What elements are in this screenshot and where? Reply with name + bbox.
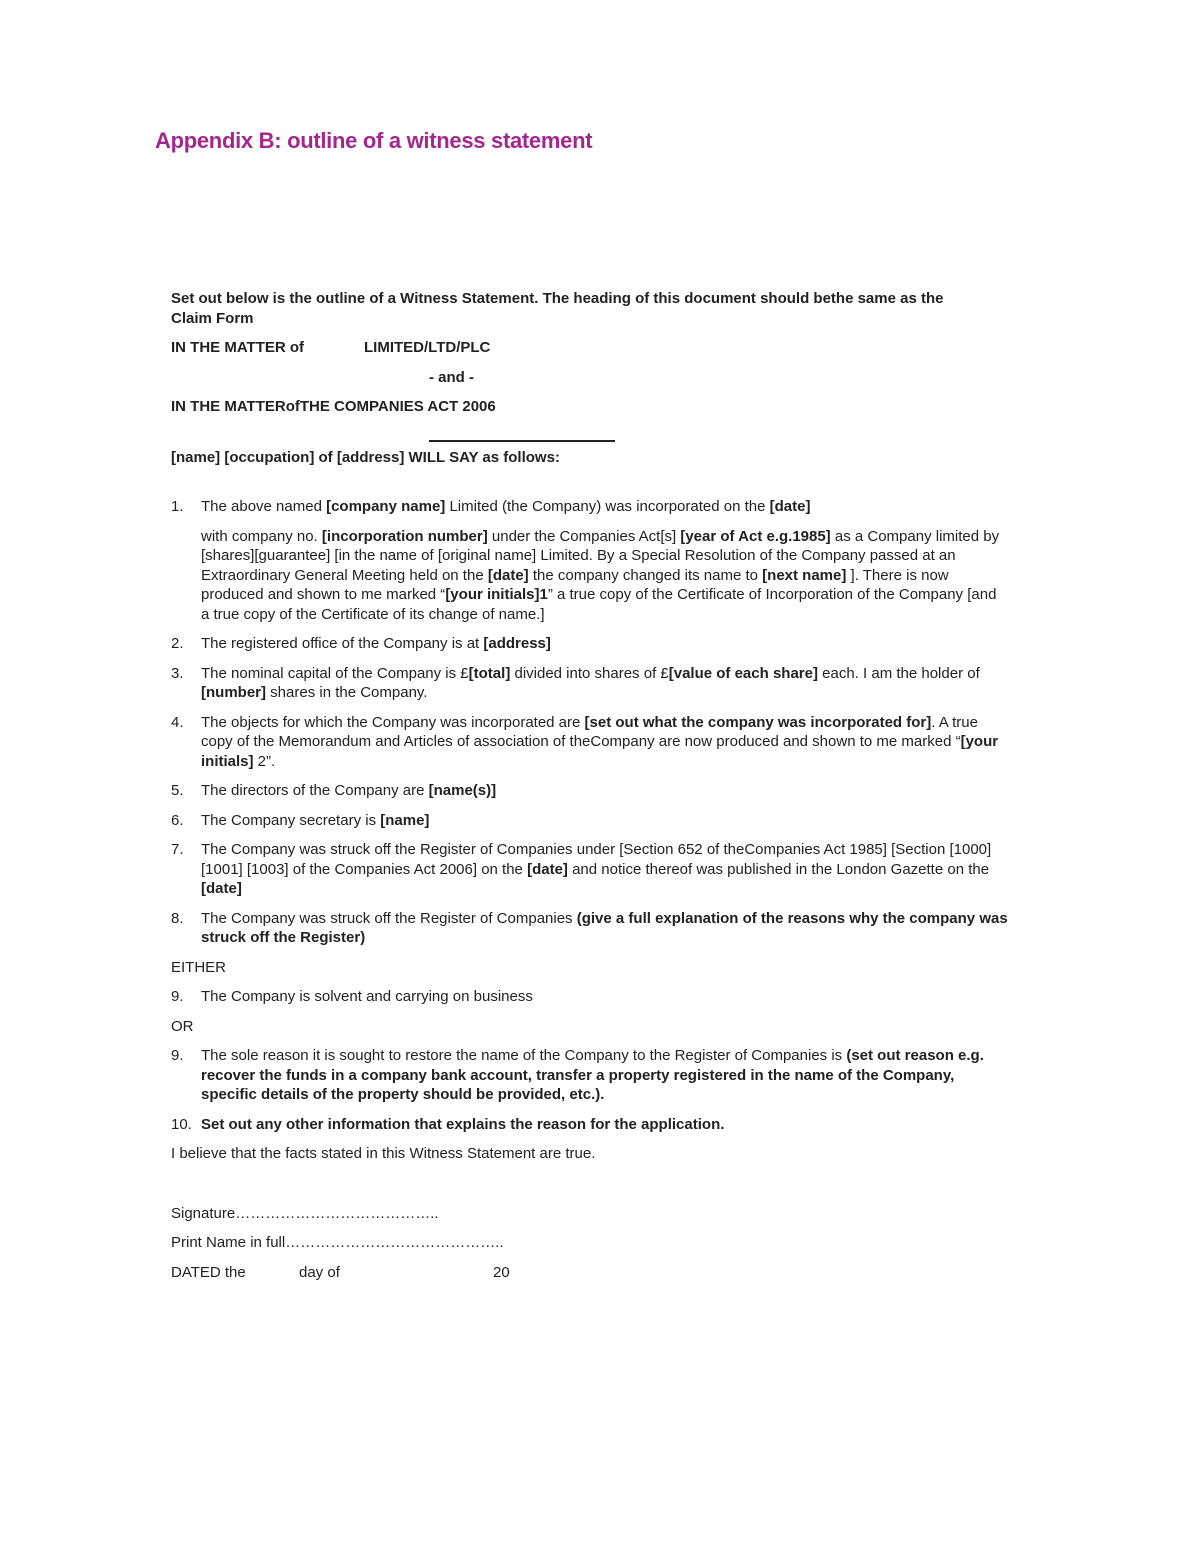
dated-label: DATED the [171,1263,246,1281]
or-label: OR [171,1017,194,1035]
list-item-5 [171,781,1011,801]
day-of-label: day of [299,1263,340,1281]
list-item-4 [171,713,1011,772]
item-text: The directors of the Company are [name(s)] [201,782,497,799]
intro-text: Set out below is the outline of a Witness Statement. The heading of this document should bethe same as the Claim Form [171,290,944,327]
item-number: 3. [171,664,184,682]
list-item-9b [171,1046,1011,1105]
signature-line: Signature………………………………….. [171,1204,439,1222]
matter-company-type: LIMITED/LTD/PLC [364,339,491,356]
matter-label: IN THE MATTER of [171,339,305,356]
item-number: 4. [171,713,184,731]
list-item-3 [171,664,1011,703]
matter-line-2: IN THE MATTERofTHE COMPANIES ACT 2006 [171,398,496,415]
item-text: Set out any other information that explains the reason for the application. [201,1115,725,1133]
list-item-2 [171,634,1011,654]
item-number: 1. [171,498,184,515]
item-number: 10. [171,1115,192,1133]
item-text: The Company secretary is [name] [201,811,430,829]
item-text: The sole reason it is sought to restore the name of the Company to the Register of Companies is (set out reason e.g. recover the funds in a company bank account, transfer a property registered in the name of the Company, specific details of the property should be provided, etc.). [201,1047,984,1103]
item-text: The registered office of the Company is at [address] [201,635,551,652]
item-number: 7. [171,841,184,858]
item-text: The Company was struck off the Register of Companies under [Section 652 of theCompanies Act 1985] [Section [1000] [1001] [1003] of the Companies Act 2006] on the [date] and notice thereof was published in the London Gazette on the [date] [201,841,992,897]
list-item-9a [171,987,1011,1007]
list-item-7 [171,840,1011,899]
item-number: 5. [171,782,184,799]
item-number: 8. [171,909,184,927]
item-number: 2. [171,635,184,652]
list-item-1-continuation: with company no. [incorporation number] under the Companies Act[s] [year of Act e.g.1985] as a Company limited by [shares][guarantee] [in the name of [original name] Limited. By a Special Resolution of the Company passed at an Extraordinary General Meeting held on the [date] the company changed its name to [next name] ]. There is now produced and shown to me marked “[your initials]1” a true copy of the Certificate of Incorporation of the Company [and a true copy of the Certificate of its change of name.] [201,527,1000,623]
list-item-8 [171,909,1011,948]
print-name-line: Print Name in full…………………………………….. [171,1234,504,1251]
belief-statement: I believe that the facts stated in this Witness Statement are true. [171,1145,596,1162]
item-text: The nominal capital of the Company is £[total] divided into shares of £[value of each share] each. I am the holder of [number] shares in the Company. [201,664,980,701]
item-text: The Company was struck off the Register of Companies (give a full explanation of the reasons why the company was struck off the Register) [201,909,1008,946]
matter-line-1 [171,338,1011,358]
dated-line [171,1263,1011,1283]
item-text: The objects for which the Company was incorporated are [set out what the company was incorporated for]. A true copy of the Memorandum and Articles of association of theCompany are now produced and shown to me marked “[your initials] 2”. [201,713,999,770]
list-item-10 [171,1115,1011,1135]
year-prefix: 20 [493,1263,510,1281]
item-number: 9. [171,1047,184,1064]
list-item-1 [171,497,1011,517]
item-text: The above named [company name] Limited (the Company) was incorporated on the [date] [201,498,811,515]
list-item-6 [171,811,1011,831]
item-number: 6. [171,811,184,829]
item-number: 9. [171,988,184,1005]
either-label: EITHER [171,958,227,976]
and-separator: - and - [429,368,474,386]
heading-rule [429,433,615,442]
will-say-line: [name] [occupation] of [address] WILL SAY as follows: [171,448,560,466]
witness-statement-body [171,289,1011,1282]
item-text: The Company is solvent and carrying on business [201,988,533,1005]
appendix-title: Appendix B: outline of a witness statement [155,128,593,153]
